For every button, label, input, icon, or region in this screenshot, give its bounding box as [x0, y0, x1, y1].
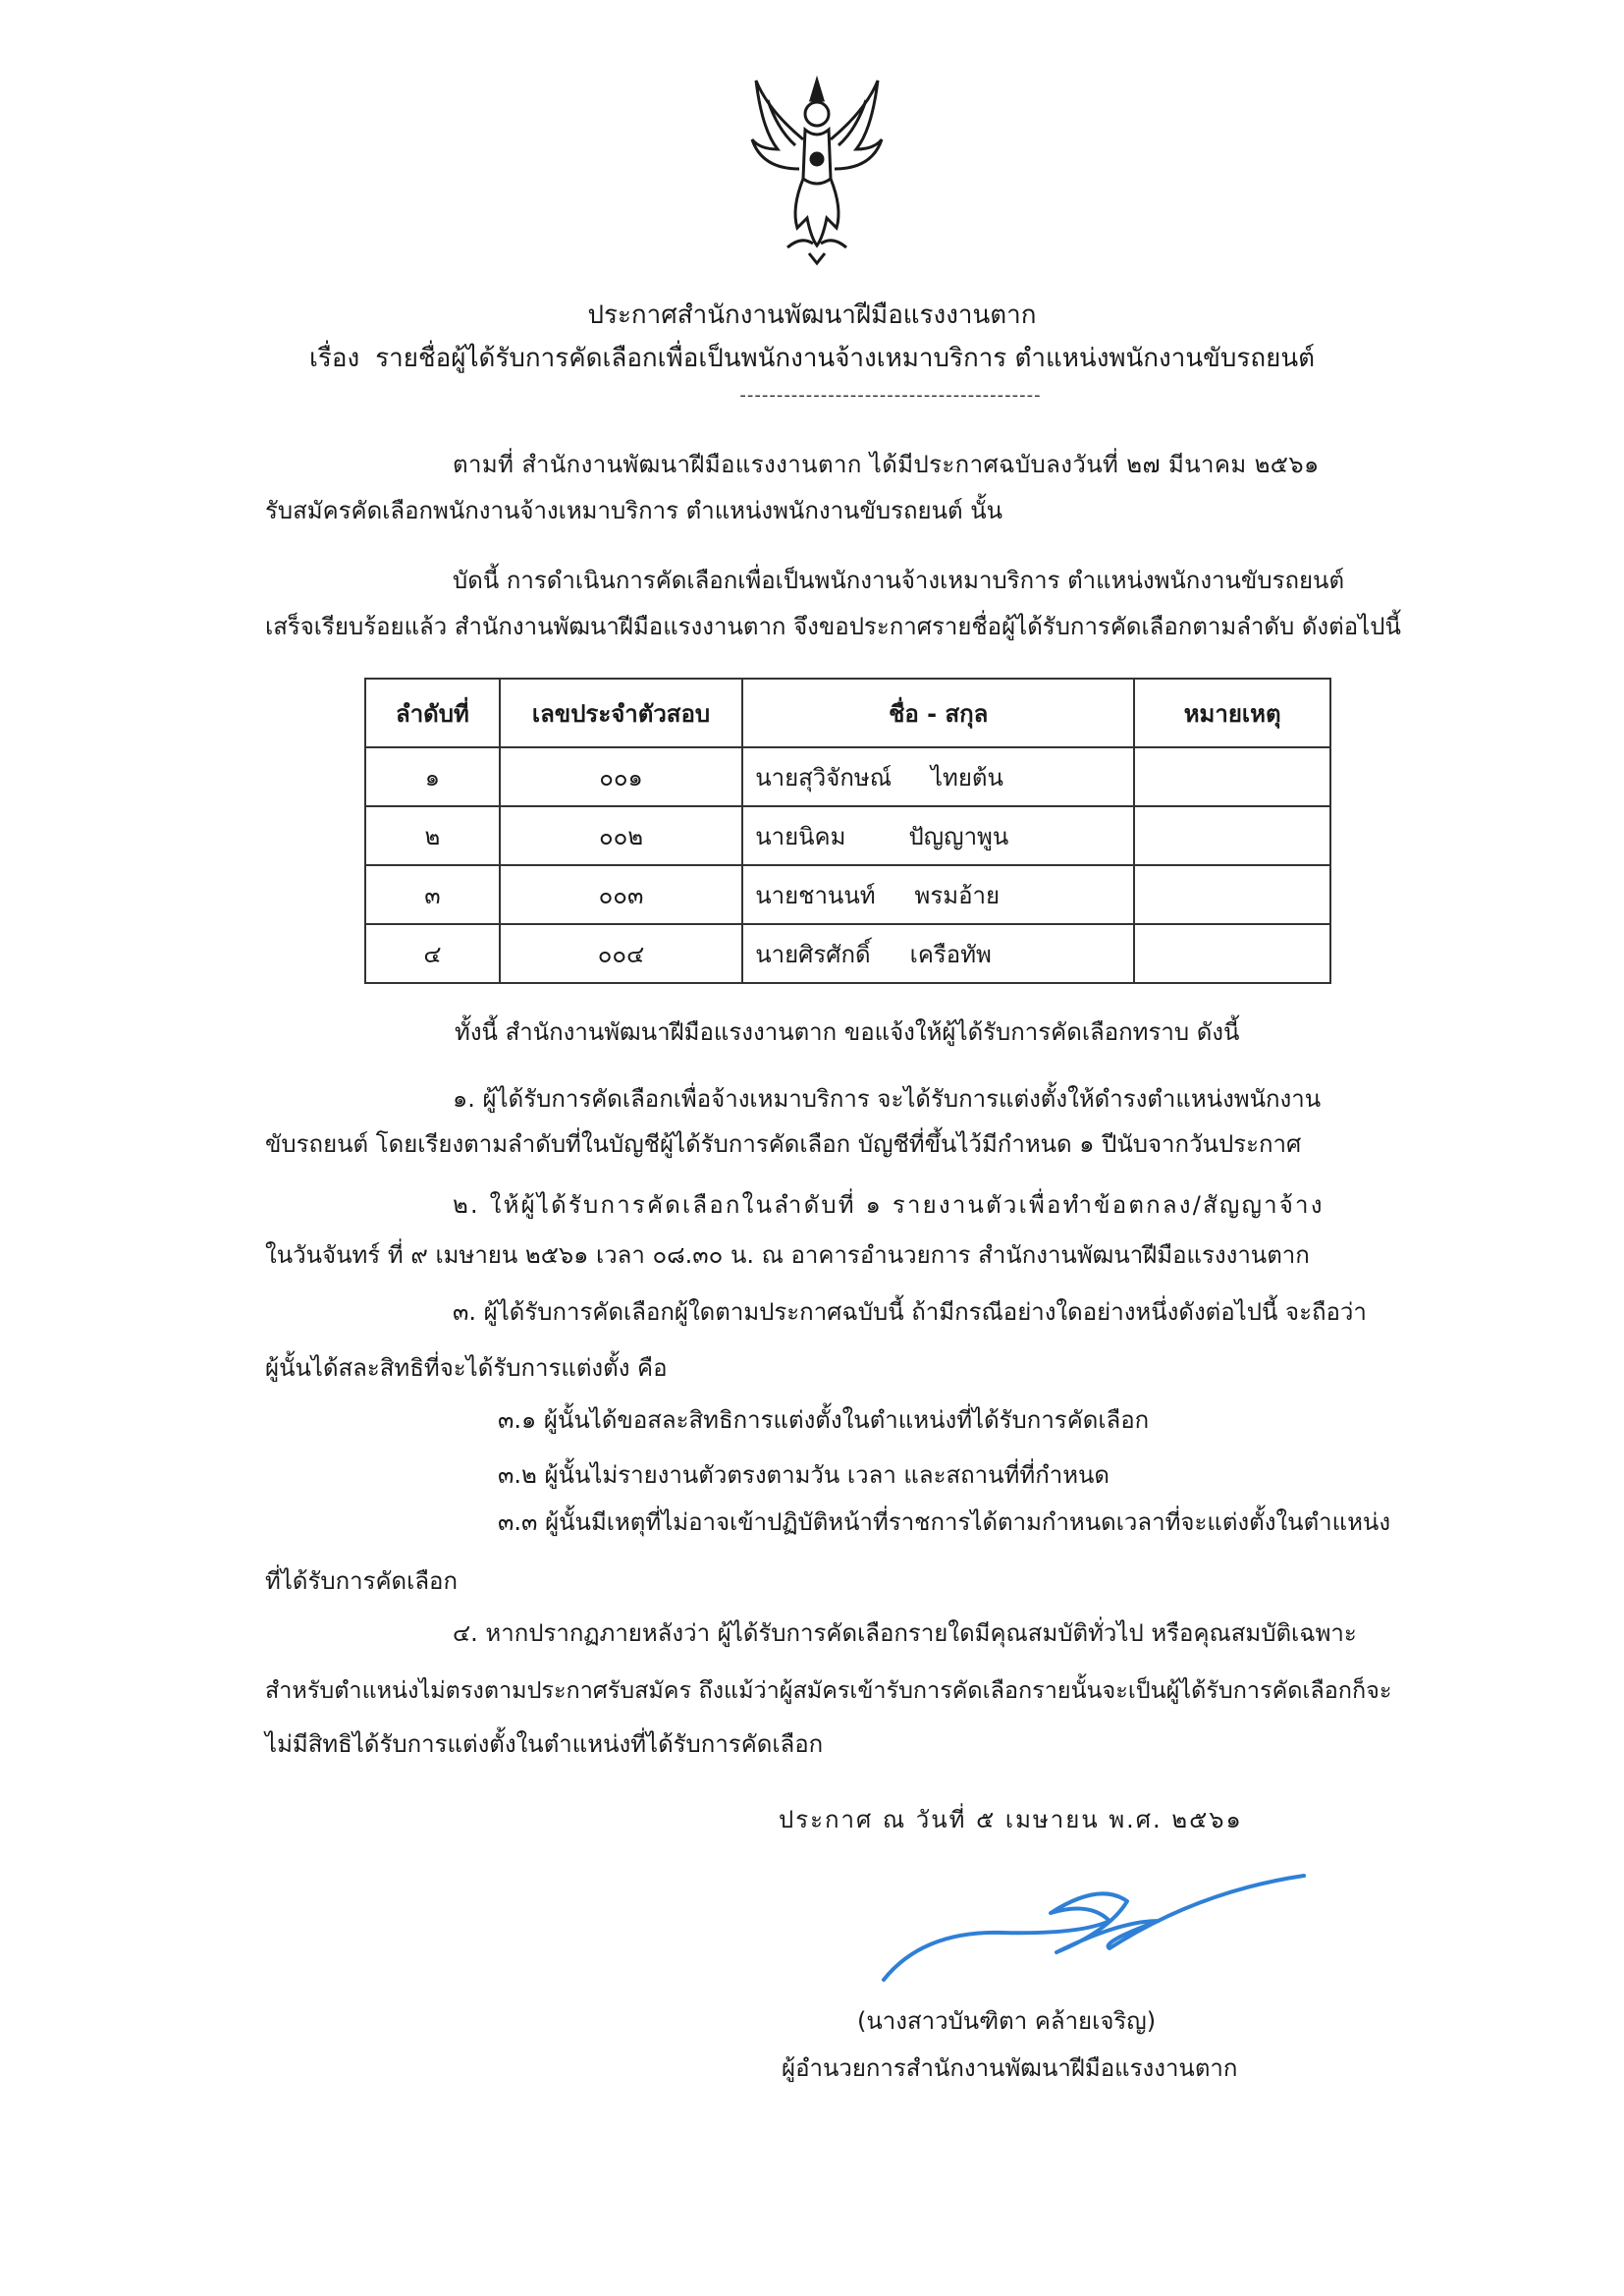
condition-2-line-1: ๒. ให้ผู้ได้รับการคัดเลือกในลำดับที่ ๑ รายงานตัวเพื่อทำข้อตกลง/สัญญาจ้าง [453, 1191, 1325, 1219]
paragraph-2-line-2: เสร็จเรียบร้อยแล้ว สำนักงานพัฒนาฝีมือแรงงานตาก จึงขอประกาศรายชื่อผู้ได้รับการคัดเลือกตามลำดับ ดังต่อไปนี้ [265, 613, 1401, 640]
cell-exam-id: ๐๐๓ [500, 865, 742, 924]
last-name: พรมอ้าย [914, 881, 1001, 909]
signatory-position: ผู้อำนวยการสำนักงานพัฒนาฝีมือแรงงานตาก [782, 2054, 1238, 2082]
condition-3-1: ๓.๑ ผู้นั้นได้ขอสละสิทธิการแต่งตั้งในตำแหน่งที่ได้รับการคัดเลือก [498, 1406, 1150, 1434]
condition-3-2: ๓.๒ ผู้นั้นไม่รายงานตัวตรงตามวัน เวลา และสถานที่ที่กำหนด [498, 1461, 1110, 1489]
handwritten-signature [864, 1862, 1316, 1990]
table-header-row [365, 679, 1330, 747]
paragraph-1-line-1: ตามที่ สำนักงานพัฒนาฝีมือแรงงานตาก ได้มีประกาศฉบับลงวันที่ ๒๗ มีนาคม ๒๕๖๑ [453, 451, 1320, 478]
condition-3-line-2: ผู้นั้นได้สละสิทธิที่จะได้รับการแต่งตั้ง คือ [265, 1354, 668, 1382]
cell-remarks [1134, 865, 1330, 924]
first-name: นายชานนท์ [755, 881, 876, 909]
cell-order: ๑ [365, 747, 500, 806]
garuda-emblem-icon [748, 71, 886, 267]
cell-order: ๒ [365, 806, 500, 865]
cell-order: ๓ [365, 865, 500, 924]
condition-3-line-1: ๓. ผู้ได้รับการคัดเลือกผู้ใดตามประกาศฉบับนี้ ถ้ามีกรณีอย่างใดอย่างหนึ่งดังต่อไปนี้ จะถือว่า [453, 1298, 1367, 1326]
subject-label: เรื่อง [309, 344, 360, 373]
first-name: นายศิรศักดิ์ [755, 940, 871, 968]
cell-name [742, 865, 1134, 924]
header-remarks: หมายเหตุ [1134, 679, 1330, 747]
condition-4-line-2: สำหรับตำแหน่งไม่ตรงตามประกาศรับสมัคร ถึงแม้ว่าผู้สมัครเข้ารับการคัดเลือกรายนั้นจะเป็นผู้ได้รับการคัดเลือกก็จะ [265, 1676, 1392, 1704]
table-row [365, 865, 1330, 924]
last-name: ปัญญาพูน [908, 822, 1009, 850]
condition-4-line-1: ๔. หากปรากฏภายหลังว่า ผู้ได้รับการคัดเลือกรายใดมีคุณสมบัติทั่วไป หรือคุณสมบัติเฉพาะ [453, 1619, 1357, 1647]
cell-name [742, 924, 1134, 983]
condition-3-3-line-1: ๓.๓ ผู้นั้นมีเหตุที่ไม่อาจเข้าปฏิบัติหน้าที่ราชการได้ตามกำหนดเวลาที่จะแต่งตั้งในตำแหน่ง [498, 1508, 1391, 1536]
selected-candidates-table [364, 678, 1331, 984]
header-exam-id: เลขประจำตัวสอบ [500, 679, 742, 747]
first-name: นายนิคม [755, 822, 846, 850]
cell-exam-id: ๐๐๒ [500, 806, 742, 865]
announcement-date: ประกาศ ณ วันที่ ๕ เมษายน พ.ศ. ๒๕๖๑ [779, 1806, 1243, 1833]
paragraph-1-line-2: รับสมัครคัดเลือกพนักงานจ้างเหมาบริการ ตำแหน่งพนักงานขับรถยนต์ นั้น [265, 497, 1003, 524]
conditions-intro: ทั้งนี้ สำนักงานพัฒนาฝีมือแรงงานตาก ขอแจ้งให้ผู้ได้รับการคัดเลือกทราบ ดังนี้ [455, 1018, 1240, 1046]
cell-exam-id: ๐๐๑ [500, 747, 742, 806]
cell-exam-id: ๐๐๔ [500, 924, 742, 983]
announcement-title: ประกาศสำนักงานพัฒนาฝีมือแรงงานตาก [587, 301, 1037, 330]
cell-name [742, 747, 1134, 806]
dashed-divider: ----------------------------------------- [739, 385, 1042, 406]
cell-order: ๔ [365, 924, 500, 983]
last-name: เครือทัพ [909, 940, 992, 968]
condition-1-line-2: ขับรถยนต์ โดยเรียงตามลำดับที่ในบัญชีผู้ได้รับการคัดเลือก บัญชีที่ขึ้นไว้มีกำหนด ๑ ปีนับจากวันประกาศ [265, 1130, 1302, 1158]
condition-1-line-1: ๑. ผู้ได้รับการคัดเลือกเพื่อจ้างเหมาบริการ จะได้รับการแต่งตั้งให้ดำรงตำแหน่งพนักงาน [453, 1085, 1322, 1113]
subject-text: รายชื่อผู้ได้รับการคัดเลือกเพื่อเป็นพนักงานจ้างเหมาบริการ ตำแหน่งพนักงานขับรถยนต์ [375, 344, 1315, 373]
first-name: นายสุวิจักษณ์ [755, 763, 892, 792]
cell-remarks [1134, 806, 1330, 865]
paragraph-2-line-1: บัดนี้ การดำเนินการคัดเลือกเพื่อเป็นพนักงานจ้างเหมาบริการ ตำแหน่งพนักงานขับรถยนต์ [453, 567, 1345, 594]
signatory-name: (นางสาวบันฑิตา คล้ายเจริญ) [857, 2007, 1157, 2035]
table-row [365, 747, 1330, 806]
condition-3-3-line-2: ที่ได้รับการคัดเลือก [265, 1567, 458, 1595]
cell-remarks [1134, 924, 1330, 983]
header-order: ลำดับที่ [365, 679, 500, 747]
table-row [365, 806, 1330, 865]
announcement-subject [0, 338, 1624, 378]
cell-name [742, 806, 1134, 865]
cell-remarks [1134, 747, 1330, 806]
condition-2-line-2: ในวันจันทร์ ที่ ๙ เมษายน ๒๕๖๑ เวลา ๐๘.๓๐ น. ณ อาคารอำนวยการ สำนักงานพัฒนาฝีมือแรงงานตาก [265, 1241, 1310, 1269]
condition-4-line-3: ไม่มีสิทธิได้รับการแต่งตั้งในตำแหน่งที่ได้รับการคัดเลือก [265, 1730, 824, 1758]
header-full-name: ชื่อ - สกุล [742, 679, 1134, 747]
table-row [365, 924, 1330, 983]
last-name: ไทยต้น [930, 763, 1003, 792]
